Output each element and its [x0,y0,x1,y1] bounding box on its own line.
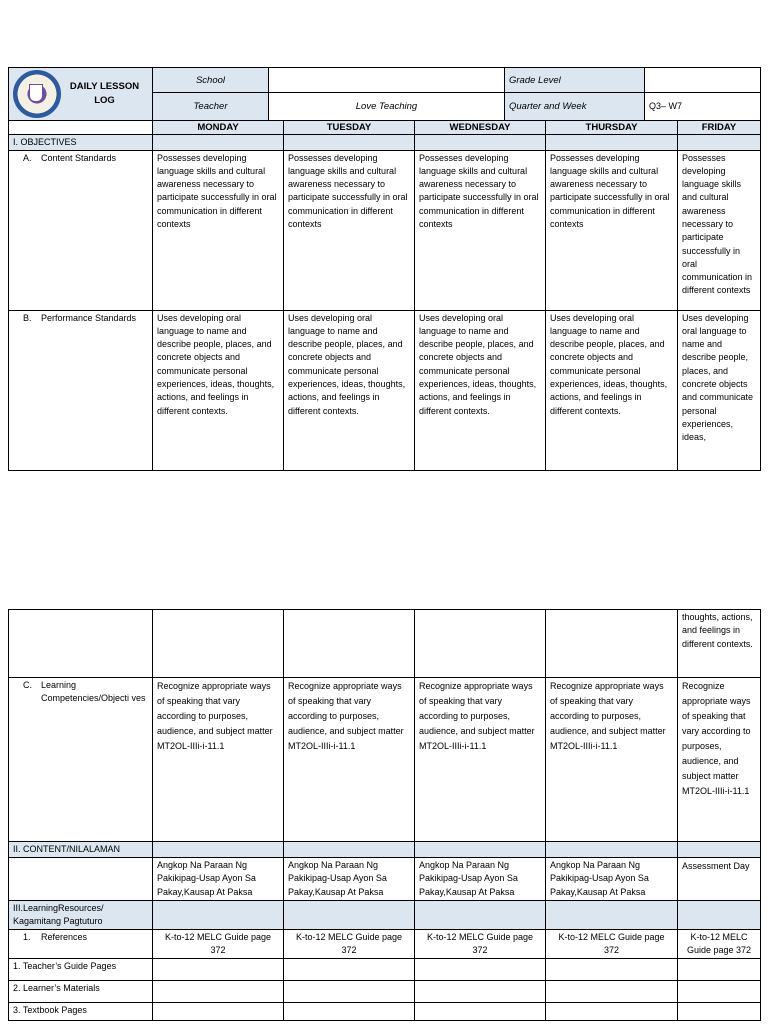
lesson-log-table-continued [8,609,761,1021]
log-title: DAILY LESSON LOG [69,81,140,106]
content-tuesday: Angkop Na Paraan Ng Pakikipag-Usap Ayon Sa Pakay,Kausap At Paksa [284,858,415,901]
content-section-label: II. CONTENT/NILALAMAN [9,842,153,858]
lesson-log-page-2 [8,609,760,1021]
performance-standards-monday: Uses developing oral language to name and describe people, places, and concrete objects and communicate personal experiences, ideas, thoughts, actions, and feelings in different contexts. [153,310,284,470]
content-standards-friday: Possesses developing language skills and cultural awareness necessary to participate successfully in oral communication in different contexts [678,150,761,310]
school-value[interactable] [269,68,505,93]
competencies-thursday: Recognize appropriate ways of speaking that vary according to purposes, audience, and subject matter MT2OL-IIIi-i-11.1 [546,678,678,842]
day-header-monday: MONDAY [153,120,284,134]
grade-level-label: Grade Level [505,68,645,93]
content-monday: Angkop Na Paraan Ng Pakikipag-Usap Ayon Sa Pakay,Kausap At Paksa [153,858,284,901]
learners-materials-label: 2. Learner’s Materials [9,981,153,1003]
lesson-log-table-top [8,67,761,121]
references-monday: K-to-12 MELC Guide page 372 [153,929,284,959]
references-tuesday: K-to-12 MELC Guide page 372 [284,929,415,959]
day-header-thursday: THURSDAY [546,120,678,134]
performance-standards-label: B. Performance Standards [9,310,153,470]
competencies-monday: Recognize appropriate ways of speaking that vary according to purposes, audience, and subject matter MT2OL-IIIi-i-11.1 [153,678,284,842]
day-header-friday: FRIDAY [678,120,761,134]
content-friday: Assessment Day [678,858,761,901]
content-standards-tuesday: Possesses developing language skills and cultural awareness necessary to participate successfully in oral communication in different contexts [284,150,415,310]
lesson-log-table-days [8,120,761,471]
quarter-week-label: Quarter and Week [505,93,645,121]
competencies-tuesday: Recognize appropriate ways of speaking that vary according to purposes, audience, and subject matter MT2OL-IIIi-i-11.1 [284,678,415,842]
day-header-wednesday: WEDNESDAY [415,120,546,134]
content-standards-monday: Possesses developing language skills and cultural awareness necessary to participate successfully in oral communication in different contexts [153,150,284,310]
performance-standards-friday-continued: thoughts, actions, and feelings in different contexts. [678,610,761,678]
references-thursday: K-to-12 MELC Guide page 372 [546,929,678,959]
competencies-friday: Recognize appropriate ways of speaking that vary according to purposes, audience, and subject matter MT2OL-IIIi-i-11.1 [678,678,761,842]
performance-standards-thursday: Uses developing oral language to name and describe people, places, and concrete objects and communicate personal experiences, ideas, thoughts, actions, and feelings in different contexts. [546,310,678,470]
lesson-log-page-1 [8,67,760,471]
references-friday: K-to-12 MELC Guide page 372 [678,929,761,959]
competencies-wednesday: Recognize appropriate ways of speaking that vary according to purposes, audience, and subject matter MT2OL-IIIi-i-11.1 [415,678,546,842]
content-thursday: Angkop Na Paraan Ng Pakikipag-Usap Ayon Sa Pakay,Kausap At Paksa [546,858,678,901]
teacher-value[interactable]: Love Teaching [269,93,505,121]
learning-competencies-label: C. Learning Competencies/Objecti ves [9,678,153,842]
grade-level-value[interactable] [645,68,761,93]
content-wednesday: Angkop Na Paraan Ng Pakikipag-Usap Ayon Sa Pakay,Kausap At Paksa [415,858,546,901]
content-standards-label: A. Content Standards [9,150,153,310]
objectives-section-label: I. OBJECTIVES [9,134,153,150]
textbook-pages-label: 3. Textbook Pages [9,1003,153,1021]
school-label: School [153,68,269,93]
teacher-label: Teacher [153,93,269,121]
resources-section-label: III.LearningResources/ Kagamitang Pagtuturo [9,900,153,929]
performance-standards-friday: Uses developing oral language to name and describe people, places, and concrete objects and communicate personal experiences, ideas, [678,310,761,470]
day-header-tuesday: TUESDAY [284,120,415,134]
performance-standards-wednesday: Uses developing oral language to name and describe people, places, and concrete objects and communicate personal experiences, ideas, thoughts, actions, and feelings in different contexts. [415,310,546,470]
quarter-week-value[interactable]: Q3– W7 [645,93,761,121]
teachers-guide-label: 1. Teacher’s Guide Pages [9,959,153,981]
log-title-cell [9,68,153,121]
references-wednesday: K-to-12 MELC Guide page 372 [415,929,546,959]
content-standards-thursday: Possesses developing language skills and cultural awareness necessary to participate successfully in oral communication in different contexts [546,150,678,310]
deped-seal-icon [13,70,61,118]
references-label: 1. References [9,929,153,959]
content-standards-wednesday: Possesses developing language skills and cultural awareness necessary to participate successfully in oral communication in different contexts [415,150,546,310]
performance-standards-tuesday: Uses developing oral language to name and describe people, places, and concrete objects and communicate personal experiences, ideas, thoughts, actions, and feelings in different contexts. [284,310,415,470]
